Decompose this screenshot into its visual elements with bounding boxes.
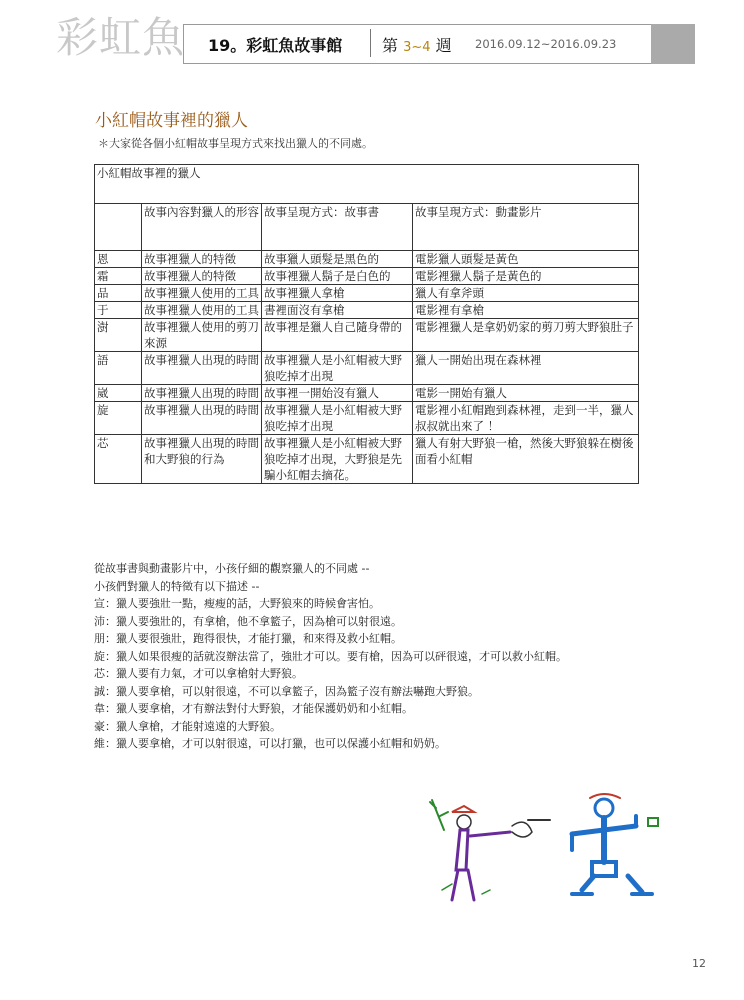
observation-line: 芯：獵人要有力氣，才可以拿槍射大野狼。 (94, 667, 303, 680)
table-cell: 電影裡獵人鬍子是黃色的 (413, 268, 639, 285)
header-divider (370, 29, 371, 57)
table-row (95, 435, 639, 484)
observation-line: 誠：獵人要拿槍，可以射很遠，不可以拿籃子，因為籃子沒有辦法嚇跑大野狼。 (94, 684, 479, 698)
table-cell: 故事獵人頭髮是黑色的 (262, 251, 413, 268)
table-cell: 電影裡獵人是拿奶奶家的剪刀剪大野狼肚子 (413, 319, 639, 352)
observation-line: 小孩們對獵人的特徵有以下描述 -- (94, 579, 260, 593)
table-row (95, 352, 639, 385)
article-title: 小紅帽故事裡的獵人 (95, 111, 248, 131)
table-cell: 故事裡獵人的特徵 (142, 251, 262, 268)
table-row (95, 268, 639, 285)
table-row (95, 285, 639, 302)
issue-title: 19。彩虹魚故事館 (208, 36, 343, 55)
issue-header (183, 24, 666, 64)
table-row (95, 402, 639, 435)
week-prefix: 第 (382, 36, 399, 55)
table-cell: 故事裡是獵人自己隨身帶的 (262, 319, 413, 352)
observation-line: 旋：獵人如果很瘦的話就沒辦法當了，強壯才可以。要有槍，因為可以砰很遠，才可以救小紅帽。 (94, 649, 567, 663)
table-row (95, 251, 639, 268)
student-name-cell: 崴 (95, 385, 142, 402)
table-cell: 獵人有射大野狼一槍，然後大野狼躲在樹後面看小紅帽 (413, 435, 639, 484)
table-row (95, 385, 639, 402)
observation-line: 朋：獵人要很強壯，跑得很快，才能打獵，和來得及救小紅帽。 (94, 632, 402, 645)
observation-line: 豪：獵人拿槍，才能射遠遠的大野狼。 (94, 719, 281, 733)
table-row (95, 302, 639, 319)
table-cell: 書裡面沒有拿槍 (262, 302, 413, 319)
table-cell: 故事裡獵人使用的工具 (142, 285, 262, 302)
table-cell: 故事裡獵人出現的時間 (142, 352, 262, 385)
table-cell: 故事裡獵人出現的時間 (142, 402, 262, 435)
table-cell: 故事裡獵人的特徵 (142, 268, 262, 285)
table-header-cell: 故事內容對獵人的形容 (142, 204, 262, 251)
table-header-cell: 故事呈現方式：故事書 (262, 204, 413, 251)
observation-line: 從故事書與動畫影片中，小孩仔細的觀察獵人的不同處 -- (94, 562, 370, 575)
table-cell: 故事裡一開始沒有獵人 (262, 385, 413, 402)
table-caption: 小紅帽故事裡的獵人 (95, 165, 639, 204)
table-cell: 故事裡獵人使用的工具 (142, 302, 262, 319)
observation-line: 韋：獵人要拿槍，才有辦法對付大野狼，才能保護奶奶和小紅帽。 (94, 702, 413, 715)
page-number: 12 (692, 957, 706, 970)
table-cell: 獵人有拿斧頭 (413, 285, 639, 302)
table-header-cell (95, 204, 142, 251)
student-name-cell: 于 (95, 302, 142, 319)
table-cell: 故事裡獵人是小紅帽被大野狼吃掉才出現 (262, 352, 413, 385)
table-cell: 故事裡獵人是小紅帽被大野狼吃掉才出現，大野狼是先騙小紅帽去摘花。 (262, 435, 413, 484)
table-cell: 電影獵人頭髮是黃色 (413, 251, 639, 268)
article-note: ＊大家從各個小紅帽故事呈現方式來找出獵人的不同處。 (98, 137, 373, 150)
observation-line: 宣：獵人要強壯一點，瘦瘦的話，大野狼來的時候會害怕。 (94, 597, 380, 610)
table-cell: 電影裡小紅帽跑到森林裡，走到一半，獵人叔叔就出來了 ！ (413, 402, 639, 435)
student-name-cell: 恩 (95, 251, 142, 268)
observation-text (94, 560, 654, 753)
table-cell: 故事裡獵人是小紅帽被大野狼吃掉才出現 (262, 402, 413, 435)
student-name-cell: 芯 (95, 435, 142, 484)
table-cell: 故事裡獵人出現的時間和大野狼的行為 (142, 435, 262, 484)
observation-line: 沛：獵人要強壯的，有拿槍，他不拿籃子，因為槍可以射很遠。 (94, 614, 402, 628)
student-name-cell: 語 (95, 352, 142, 385)
week-label (382, 33, 452, 56)
table-cell: 獵人一開始出現在森林裡 (413, 352, 639, 385)
student-name-cell: 澍 (95, 319, 142, 352)
observation-line: 維：獵人要拿槍，才可以射很遠，可以打獵，也可以保護小紅帽和奶奶。 (94, 737, 446, 750)
student-name-cell: 旋 (95, 402, 142, 435)
table-cell: 電影一開始有獵人 (413, 385, 639, 402)
hunter-comparison-table (94, 164, 639, 484)
table-row (95, 319, 639, 352)
table-header-row (95, 204, 639, 251)
table-cell: 電影裡有拿槍 (413, 302, 639, 319)
week-suffix: 週 (435, 36, 452, 55)
header-accent-block (651, 24, 695, 64)
table-cell: 故事裡獵人拿槍 (262, 285, 413, 302)
student-name-cell: 霜 (95, 268, 142, 285)
table-cell: 故事裡獵人鬍子是白色的 (262, 268, 413, 285)
table-cell: 故事裡獵人出現的時間 (142, 385, 262, 402)
hunter-drawing-blue (572, 794, 658, 894)
table-header-cell: 故事呈現方式：動畫影片 (413, 204, 639, 251)
hunter-drawing (430, 800, 550, 900)
week-range: 3~4 (403, 40, 431, 55)
brand-logo: 彩虹魚 (56, 13, 186, 62)
table-cell: 故事裡獵人使用的剪刀來源 (142, 319, 262, 352)
date-range: 2016.09.12~2016.09.23 (475, 37, 617, 51)
children-drawings (422, 790, 668, 910)
student-name-cell: 品 (95, 285, 142, 302)
